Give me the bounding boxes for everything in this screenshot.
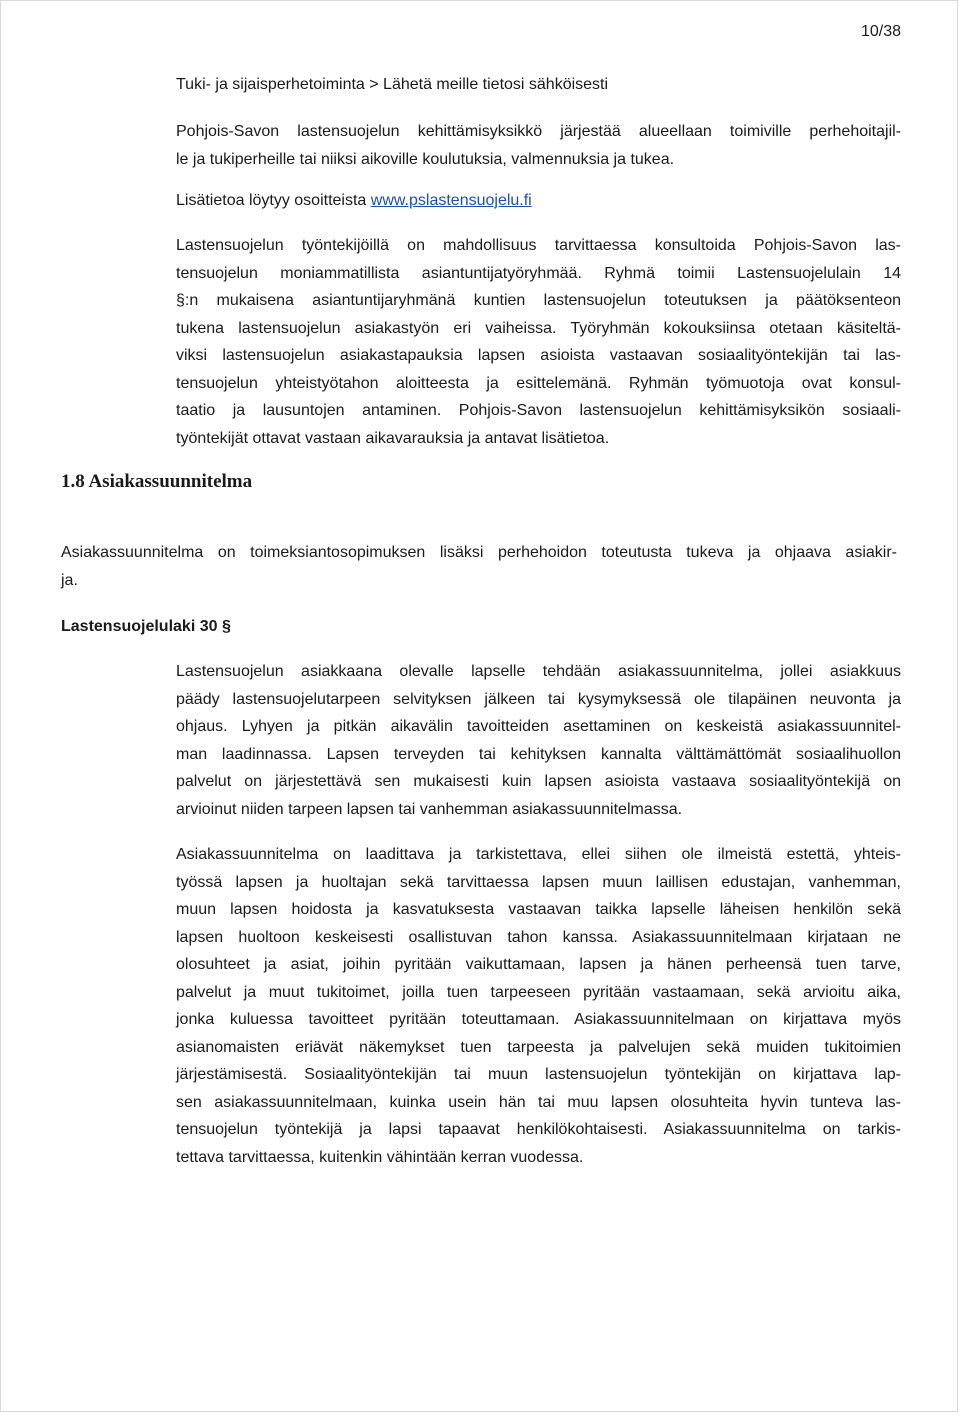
text-line: arvioinut niiden tarpeen lapsen tai vanhemman asiakassuunnitelmassa. xyxy=(176,800,683,818)
text-line: man laadinnassa. Lapsen terveyden tai kehityksen kannalta välttämättömät sosiaalihuollon xyxy=(176,745,901,763)
more-info-line xyxy=(176,187,901,215)
text-line: tensuojelun yhteistyötahon aloitteesta ja esittelemänä. Ryhmän työmuotoja ovat konsul- xyxy=(176,374,901,392)
text-line: taatio ja lausuntojen antaminen. Pohjois-Savon lastensuojelun kehittämisyksikön sosiaali- xyxy=(176,402,901,419)
text-line: Pohjois-Savon lastensuojelun kehittämisyksikkö järjestää alueellaan toimiville perhehoitajil- xyxy=(176,123,901,140)
text-line: tensuojelun työntekijä ja lapsi tapaavat henkilökohtaisesti. Asiakassuunnitelma on tarkis- xyxy=(176,1121,901,1138)
text-line: Asiakassuunnitelma on toimeksiantosopimuksen lisäksi perhehoidon toteutusta tukeva ja ohjaava asiakir- xyxy=(61,544,897,561)
text-line: palvelut ja muut tukitoimet, joilla tuen tarpeeseen pyritään vastaamaan, sekä arvioitu aika, xyxy=(176,983,901,1001)
law-quote-paragraph-1 xyxy=(176,658,901,823)
text-line: sen asiakassuunnitelmaan, kuinka usein hän tai muu lapsen olosuhteita hyvin tunteva las- xyxy=(176,1093,901,1111)
text-line: le ja tukiperheille tai niiksi aikoville koulutuksia, valmennuksia ja tukea. xyxy=(176,150,675,168)
text-line: työssä lapsen ja huoltajan sekä tarvittaessa lapsen muun laillisen edustajan, vanhemman, xyxy=(176,873,901,891)
text-line: tensuojelun moniammatillista asiantuntijatyöryhmää. Ryhmä toimii Lastensuojelulain 14 xyxy=(176,264,901,282)
text-line: palvelut on järjestettävä sen mukaisesti kuin lapsen asioista vastaava sosiaalityöntekijä on xyxy=(176,773,901,790)
text-line: viksi lastensuojelun asiakastapauksia lapsen asioista vastaavan sosiaalityöntekijän tai las- xyxy=(176,347,901,364)
text-line: §:n mukaisena asiantuntijaryhmänä kuntien lastensuojelun toteutuksen ja päätöksenteon xyxy=(176,292,901,309)
section-paragraph xyxy=(61,539,897,594)
text-line: järjestämisestä. Sosiaalityöntekijän tai muun lastensuojelun työntekijän on kirjattava lap- xyxy=(176,1066,901,1083)
text-line: muun lapsen hoidosta ja kasvatuksesta vastaavan taikka lapselle läheisen henkilön sekä xyxy=(176,901,901,918)
law-heading: Lastensuojelulaki 30 § xyxy=(61,618,231,635)
text-line: lapsen huoltoon keskeisesti osallistuvan tahon kanssa. Asiakassuunnitelmaan kirjataan ne xyxy=(176,928,901,946)
website-link[interactable]: www.pslastensuojelu.fi xyxy=(370,192,532,209)
page-number: 10/38 xyxy=(860,23,901,40)
text-line: ja. xyxy=(61,571,78,589)
text-line: tettava tarvittaessa, kuitenkin vähintään kerran vuodessa. xyxy=(176,1148,584,1166)
text-line: olosuhteet ja asiat, joihin pyritään vaikuttamaan, lapsen ja hänen perheensä tuen tarve, xyxy=(176,956,901,973)
text-line: Asiakassuunnitelma on laadittava ja tarkistettava, ellei siihen ole ilmeistä estettä, yhteis- xyxy=(176,846,901,863)
text-line: ohjaus. Lyhyen ja pitkän aikavälin tavoitteiden asettaminen on keskeistä asiakassuunnitel- xyxy=(176,718,901,735)
text-line: päädy lastensuojelutarpeen selvityksen jälkeen tai kysymyksessä ole tilapäinen neuvonta ja xyxy=(176,690,901,708)
text-line: Lastensuojelun työntekijöillä on mahdollisuus tarvittaessa konsultoida Pohjois-Savon las- xyxy=(176,237,901,254)
more-info-text: Lisätietoa löytyy osoitteista xyxy=(176,192,371,209)
text-line: Lastensuojelun asiakkaana olevalle lapselle tehdään asiakassuunnitelma, jollei asiakkuus xyxy=(176,663,901,680)
text-line: asianomaisten eriävät näkemykset tuen tarpeesta ja palvelujen sekä muiden tukitoimien xyxy=(176,1038,901,1056)
law-quote-paragraph-2 xyxy=(176,841,901,1171)
text-line: jonka kuluessa tavoitteet pyritään toteuttamaan. Asiakassuunnitelmaan on kirjattava myös xyxy=(176,1011,901,1028)
consultation-paragraph xyxy=(176,232,901,452)
section-heading: 1.8 Asiakassuunnitelma xyxy=(61,471,253,492)
text-line: työntekijät ottavat vastaan aikavarauksia ja antavat lisätietoa. xyxy=(176,429,610,447)
text-line: tukena lastensuojelun asiakastyön eri vaiheissa. Työryhmän kokouksiinsa otetaan käsiteltä- xyxy=(176,319,901,337)
breadcrumb: Tuki- ja sijaisperhetoiminta > Lähetä meille tietosi sähköisesti xyxy=(176,76,609,93)
intro-paragraph xyxy=(176,118,901,173)
